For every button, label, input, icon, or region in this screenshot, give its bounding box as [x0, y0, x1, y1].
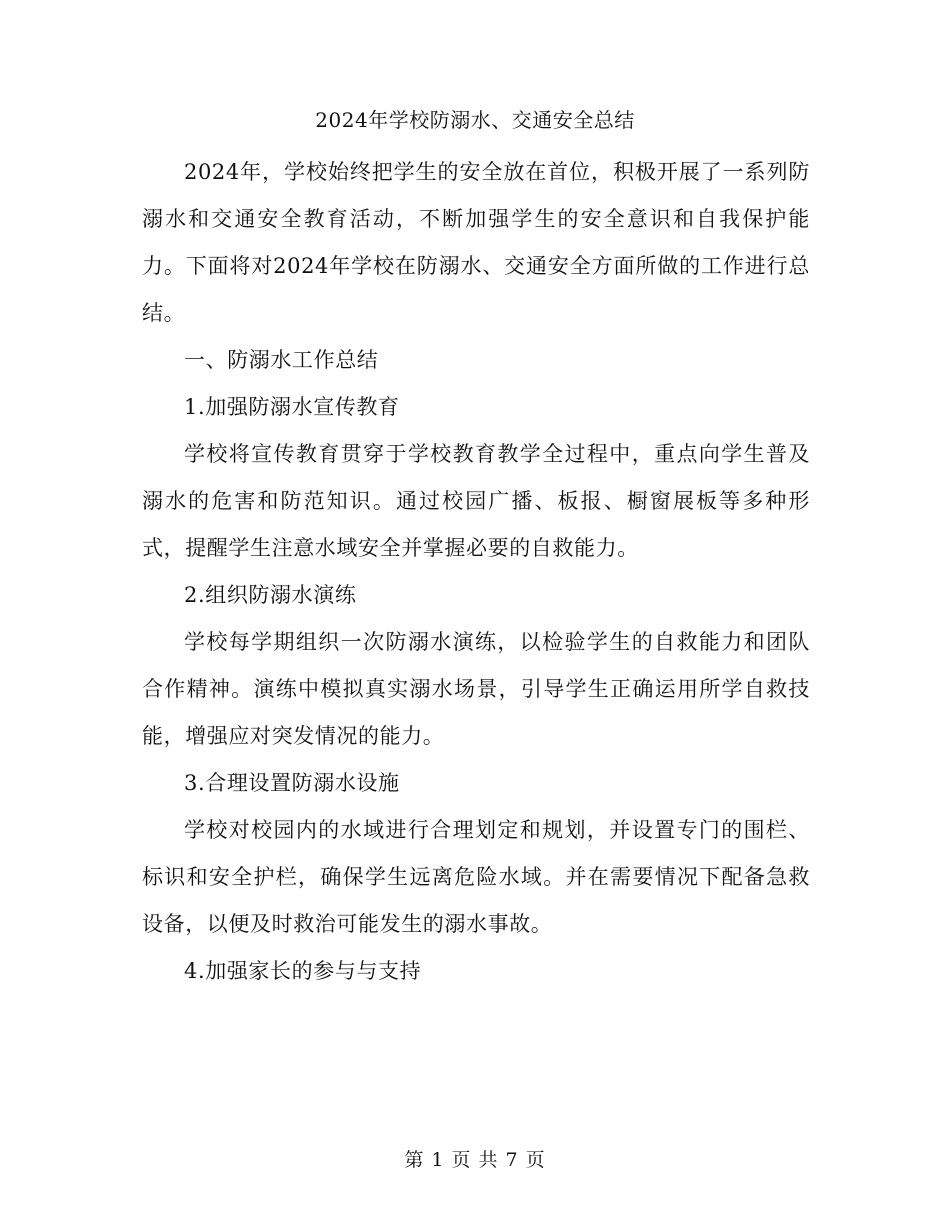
- document-title: 2024年学校防溺水、交通安全总结: [315, 108, 635, 132]
- paragraph-intro: 2024年，学校始终把学生的安全放在首位，积极开展了一系列防溺水和交通安全教育活动，不断加强学生的安全意识和自我保护能力。下面将对2024年学校在防溺水、交通安全方面所做的工作进行总结。: [142, 160, 810, 325]
- page-footer: [0, 1146, 950, 1174]
- paragraph-facilities: 学校对校园内的水域进行合理划定和规划，并设置专门的围栏、标识和安全护栏，确保学生远离危险水域。并在需要情况下配备急救设备，以便及时救治可能发生的溺水事故。: [142, 818, 810, 936]
- document-body: [142, 149, 810, 995]
- subheading-parent-support: 4.加强家长的参与与支持: [184, 959, 422, 983]
- paragraph-publicity-education: 学校将宣传教育贯穿于学校教育教学全过程中，重点向学生普及溺水的危害和防范知识。通过校园广播、板报、橱窗展板等多种形式，提醒学生注意水域安全并掌握必要的自救能力。: [142, 442, 810, 560]
- page-number-label: 第 1 页 共 7 页: [404, 1149, 546, 1171]
- subheading-drill: 2.组织防溺水演练: [184, 583, 357, 607]
- subheading-facilities: 3.合理设置防溺水设施: [184, 771, 400, 795]
- subheading-publicity-education: 1.加强防溺水宣传教育: [184, 395, 400, 419]
- section-heading-drowning-summary: 一、防溺水工作总结: [184, 348, 379, 372]
- paragraph-drill: 学校每学期组织一次防溺水演练，以检验学生的自救能力和团队合作精神。演练中模拟真实溺水场景，引导学生正确运用所学自救技能，增强应对突发情况的能力。: [142, 630, 810, 748]
